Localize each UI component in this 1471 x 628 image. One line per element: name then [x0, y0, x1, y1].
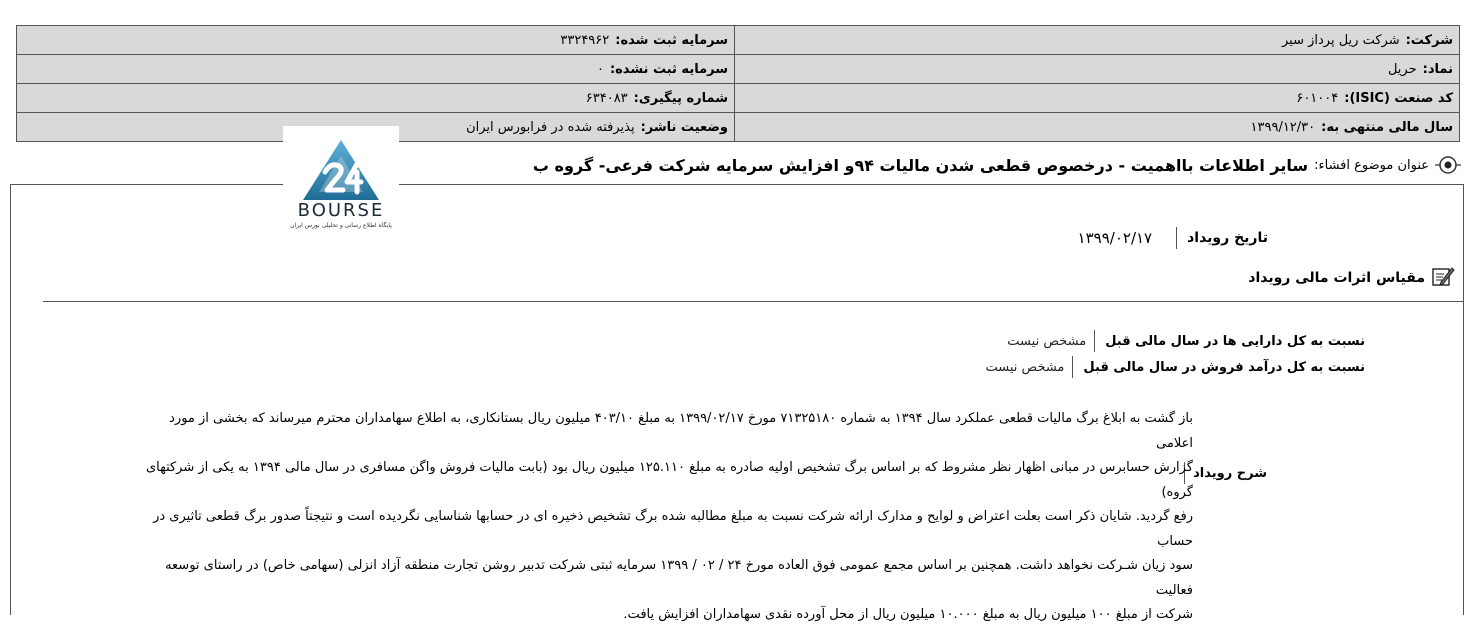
- tracking-cell: [17, 84, 735, 113]
- event-date-label: تاریخ رویداد: [1187, 230, 1268, 246]
- company-info-table: [16, 25, 1460, 142]
- company-label: شرکت:: [1405, 32, 1453, 48]
- ratio-label: نسبت به کل درآمد فروش در سال مالی قبل: [1083, 359, 1365, 375]
- unreg-capital-value: ۰: [596, 61, 604, 77]
- 24-bourse-logo-icon: [301, 138, 381, 202]
- description-line: باز گشت به ابلاغ برگ مالیات قطعی عملکرد سال ۱۳۹۴ به شماره ۷۱۳۲۵۱۸۰ مورخ ۱۳۹۹/۰۲/۱۷ به مبلغ ۴۰۳/۱۰ میلیون ریال بستانکاری، به اطلاع سهامداران محترم میرساند که بخشی از مورد اعلامی: [169, 411, 1193, 451]
- company-value: شرکت ریل پرداز سیر: [1281, 32, 1400, 48]
- symbol-value: حریل: [1387, 61, 1417, 77]
- description-line: شرکت از مبلغ ۱۰۰ میلیون ریال به مبلغ ۱۰.۰۰۰ میلیون ریال از محل آورده نقدی سهامداران افزایش یافت.: [623, 607, 1193, 622]
- bourse-logo: [283, 126, 399, 236]
- description-label: شرح رویداد: [1193, 465, 1267, 481]
- impact-title: مقیاس اثرات مالی رویداد: [1248, 270, 1425, 286]
- header-row-3: [17, 84, 1460, 113]
- ratio-row-revenue: [985, 356, 1365, 378]
- isic-label: کد صنعت (ISIC):: [1344, 90, 1453, 106]
- reg-capital-label: سرمایه ثبت شده:: [615, 32, 728, 48]
- header-row-2: [17, 55, 1460, 84]
- description-line: رفع گردید. شایان ذکر است بعلت اعتراض و لوایح و مدارک ارائه شرکت نسبت به مبلغ مطالبه شده برگ تشخیص ذخیره ای در حسابها شناسایی نگردیده است و نتیجتاً صدور برگ قطعی تاثیری در حساب: [153, 509, 1193, 549]
- fiscal-value: ۱۳۹۹/۱۲/۳۰: [1250, 119, 1316, 135]
- description-label-row: [1184, 462, 1267, 484]
- divider: [1094, 330, 1095, 352]
- subject-line: [533, 150, 1461, 180]
- header-row-4: [17, 113, 1460, 142]
- ratio-value: مشخص نیست: [985, 359, 1065, 375]
- fiscal-label: سال مالی منتهی به:: [1321, 119, 1453, 135]
- isic-value: ۶۰۱۰۰۴: [1296, 90, 1339, 106]
- target-bullet-icon: [1435, 152, 1461, 178]
- event-details-panel: [10, 184, 1464, 622]
- status-value: پذیرفته شده در فرابورس ایران: [466, 119, 635, 135]
- unreg-capital-cell: [17, 55, 735, 84]
- divider: [1072, 356, 1073, 378]
- symbol-label: نماد:: [1422, 61, 1453, 77]
- fiscal-cell: [735, 113, 1460, 142]
- company-cell: [735, 26, 1460, 55]
- tracking-value: ۶۳۴۰۸۳: [585, 90, 628, 106]
- reg-capital-value: ۳۳۲۴۹۶۲: [560, 32, 610, 48]
- unreg-capital-label: سرمایه ثبت نشده:: [609, 61, 728, 77]
- description-line: سود زیان شـرکت نخواهد داشت. همچنین بر اساس مجمع عمومی فوق العاده مورخ ۲۴ / ۰۲ / ۱۳۹۹ سرمایه ثبتی شرکت تدبیر روشن تجارت منطقه آزاد انزلی (سهامی خاص) در راستای توسعه فعالیت: [165, 558, 1193, 598]
- impact-heading: [1248, 265, 1455, 291]
- header-row-1: [17, 26, 1460, 55]
- status-label: وضعیت ناشر:: [640, 119, 728, 135]
- event-date-row: [1078, 227, 1268, 249]
- description-line: گزارش حسابرس در مبانی اظهار نظر مشروط که بر اساس برگ تشخیص اولیه صادره به مبلغ ۱۲۵.۱۱۰ میلیون ریال بود (بابت مالیات فروش واگن مسافری در سال مالی ۱۳۹۴ به یکی از شرکتهای گروه): [145, 460, 1193, 500]
- isic-cell: [735, 84, 1460, 113]
- logo-text: BOURSE: [297, 200, 385, 221]
- subject-title: سایر اطلاعات بااهمیت - درخصوص قطعی شدن مالیات ۹۴و افزایش سرمایه شرکت فرعی- گروه ب: [532, 155, 1309, 175]
- symbol-cell: [735, 55, 1460, 84]
- divider: [1176, 227, 1177, 249]
- event-date-value: ۱۳۹۹/۰۲/۱۷: [1077, 229, 1153, 247]
- description-text: [133, 407, 1193, 628]
- edit-note-icon: [1431, 265, 1455, 291]
- tracking-label: شماره پیگیری:: [633, 90, 728, 106]
- ratio-label: نسبت به کل دارایی ها در سال مالی قبل: [1105, 333, 1365, 349]
- ratio-row-assets: [1007, 330, 1365, 352]
- ratio-value: مشخص نیست: [1007, 333, 1087, 349]
- logo-subtitle: پایگاه اطلاع رسانی و تحلیلی بورس ایران: [290, 222, 392, 229]
- subject-label: عنوان موضوع افشاء:: [1314, 157, 1429, 173]
- reg-capital-cell: [17, 26, 735, 55]
- section-divider: [43, 301, 1463, 302]
